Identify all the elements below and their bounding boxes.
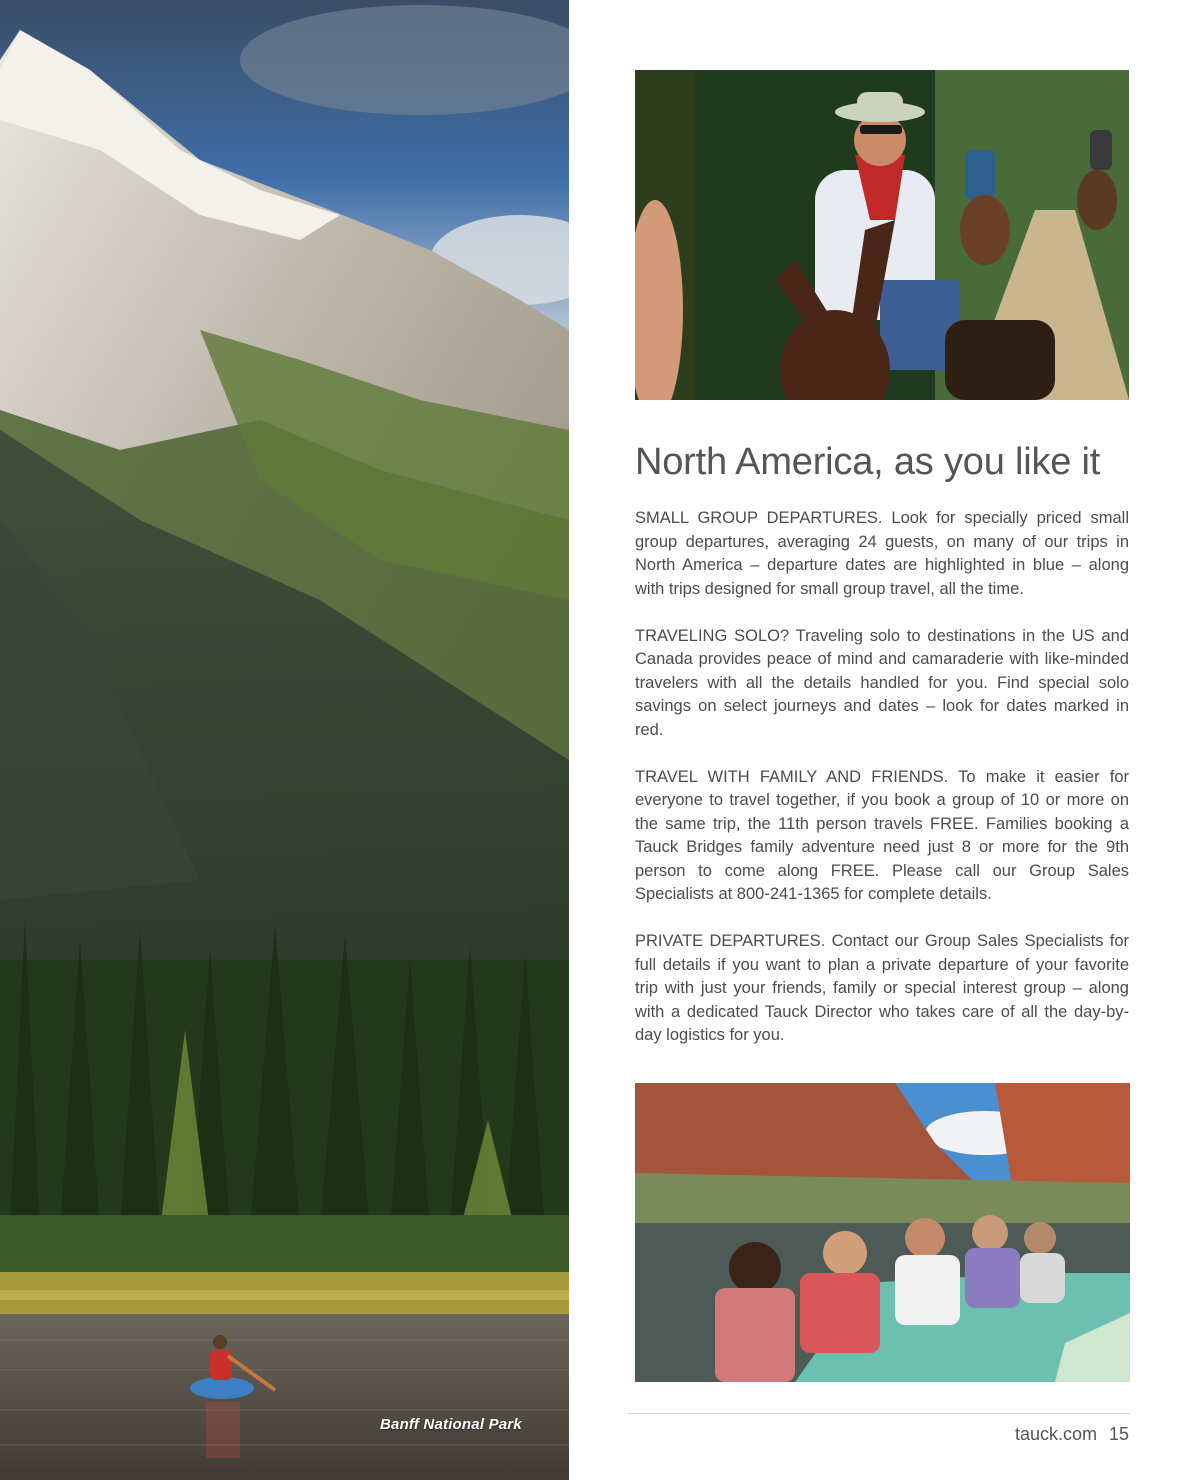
footer-website: tauck.com [1014, 1424, 1097, 1444]
photo-canyon-rafting [635, 1083, 1130, 1382]
paragraph-traveling-solo: TRAVELING SOLO? Traveling solo to destinations in the US and Canada provides peace of mind and camaraderie with like-minded travelers with all the details handled for you. Find special solo savings on select journeys and dates – look for dates marked in red. [635, 626, 1129, 739]
footer-divider [628, 1413, 1130, 1414]
mule-ride-illustration [635, 70, 1129, 400]
body-copy [635, 507, 1129, 1071]
rafting-illustration [635, 1083, 1130, 1382]
paragraph-private-departures: PRIVATE DEPARTURES. Contact our Group Sales Specialists for full details if you want to plan a private departure of your favorite trip with just your friends, family or special interest group – along with a dedicated Tauck Director who takes care of all the day-by-day logistics for you. [635, 932, 1129, 1044]
hero-photo-banff [0, 0, 569, 1480]
page-headline: North America, as you like it [635, 441, 1101, 483]
page-number: 15 [1108, 1424, 1129, 1444]
hero-illustration [0, 0, 569, 1480]
page-footer [1015, 1424, 1129, 1445]
paragraph-small-group: SMALL GROUP DEPARTURES. Look for specially priced small group departures, averaging 24 guests, on many of our trips in North America – departure dates are highlighted in blue – along with trips designed for small group travel, all the time. [635, 509, 1129, 598]
paragraph-family-friends: TRAVEL WITH FAMILY AND FRIENDS. To make it easier for everyone to travel together, if you book a group of 10 or more on the same trip, the 11th person travels FREE. Families booking a Tauck Bridges family adventure need just 8 or more for the 9th person to come along FREE. Please call our Group Sales Specialists at 800-241-1365 for complete details. [635, 767, 1129, 903]
photo-caption: Banff National Park [380, 1416, 522, 1433]
photo-mule-ride [635, 70, 1129, 400]
